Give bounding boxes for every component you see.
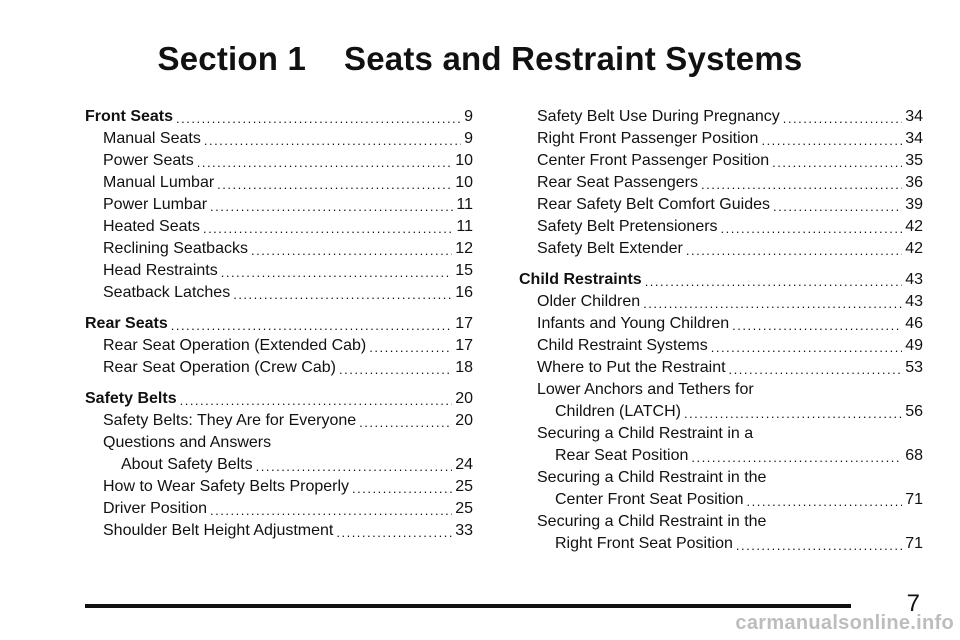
dot-leader: [180, 391, 453, 410]
toc-page-number: 9: [464, 130, 473, 147]
dot-leader: [643, 294, 902, 313]
dot-leader: [210, 197, 453, 216]
dot-leader: [359, 413, 452, 432]
dot-leader: [210, 501, 452, 520]
toc-page-number: 34: [905, 130, 923, 147]
toc-entry[interactable]: [85, 454, 473, 476]
toc-entry-text: Shoulder Belt Height Adjustment: [103, 522, 334, 539]
toc-entry[interactable]: [519, 357, 923, 379]
toc-heading-entry[interactable]: [519, 269, 923, 291]
toc-entry-text: Child Restraints: [519, 271, 642, 288]
dot-leader: [203, 219, 453, 238]
dot-leader: [747, 492, 903, 511]
dot-leader: [176, 109, 461, 128]
toc-entry[interactable]: [85, 128, 473, 150]
toc-page-number: 35: [905, 152, 923, 169]
dot-leader: [233, 285, 452, 304]
dot-leader: [217, 175, 452, 194]
toc-entry[interactable]: [519, 401, 923, 423]
dot-leader: [221, 263, 452, 282]
toc-entry-text: Where to Put the Restraint: [537, 359, 726, 376]
toc-page-number: 34: [905, 108, 923, 125]
toc-entry[interactable]: [85, 194, 473, 216]
toc-entry[interactable]: [85, 498, 473, 520]
dot-leader: [369, 338, 452, 357]
toc-entry-text: Safety Belt Use During Pregnancy: [537, 108, 780, 125]
dot-leader: [691, 448, 902, 467]
toc-entry[interactable]: [519, 172, 923, 194]
toc-entry-text: Front Seats: [85, 108, 174, 125]
section-number: Section 1: [157, 40, 307, 77]
dot-leader: [701, 175, 902, 194]
page-number: 7: [906, 590, 920, 617]
toc-entry-text: Center Front Passenger Position: [537, 152, 770, 169]
toc-page-number: 11: [456, 196, 473, 213]
toc-heading-entry[interactable]: [85, 313, 473, 335]
toc-entry[interactable]: [519, 423, 923, 445]
toc-page-number: 10: [455, 152, 473, 169]
toc-entry-text: Rear Seat Operation (Extended Cab): [103, 337, 367, 354]
toc-entry[interactable]: [519, 511, 923, 533]
toc-page-number: 12: [455, 240, 473, 257]
dot-leader: [336, 523, 452, 542]
toc-entry-text: Rear Seat Operation (Crew Cab): [103, 359, 336, 376]
dot-leader: [711, 338, 902, 357]
dot-leader: [761, 131, 902, 150]
section-title: [0, 40, 960, 78]
dot-leader: [352, 479, 452, 498]
toc-page-number: 56: [905, 403, 923, 420]
toc-entry-text: Manual Lumbar: [103, 174, 215, 191]
dot-leader: [736, 536, 902, 555]
dot-leader: [251, 241, 452, 260]
dot-leader: [686, 241, 902, 260]
toc-entry[interactable]: [519, 489, 923, 511]
toc-page-number: 36: [905, 174, 923, 191]
watermark: carmanualsonline.info: [735, 612, 954, 634]
toc-entry-text: Right Front Seat Position: [555, 535, 733, 552]
dot-leader: [256, 457, 453, 476]
toc-page-number: 53: [905, 359, 923, 376]
toc-entry-text: Manual Seats: [103, 130, 201, 147]
toc-page-number: 43: [905, 293, 923, 310]
toc-entry[interactable]: [519, 150, 923, 172]
toc-entry-text: Rear Seat Passengers: [537, 174, 698, 191]
toc-entry-text: Safety Belt Pretensioners: [537, 218, 718, 235]
dot-leader: [773, 197, 902, 216]
toc-entry-text: Head Restraints: [103, 262, 218, 279]
section-name: Seats and Restraint Systems: [344, 40, 803, 77]
toc-page-number: 71: [905, 535, 923, 552]
toc-entry-text: Power Seats: [103, 152, 194, 169]
dot-leader: [171, 316, 452, 335]
toc-page-number: 17: [455, 337, 473, 354]
toc-entry-text: Seatback Latches: [103, 284, 231, 301]
toc-page-number: 18: [455, 359, 473, 376]
toc-entry[interactable]: [519, 313, 923, 335]
toc-entry[interactable]: [519, 238, 923, 260]
toc-entry-text: Questions and Answers: [103, 434, 272, 451]
toc-entry-text: Safety Belt Extender: [537, 240, 683, 257]
toc-entry[interactable]: [519, 128, 923, 150]
toc-entry[interactable]: [519, 445, 923, 467]
toc-page-number: 25: [455, 478, 473, 495]
toc-entry[interactable]: [85, 172, 473, 194]
dot-leader: [721, 219, 903, 238]
toc-right-column: [519, 106, 923, 555]
toc-entry[interactable]: [519, 194, 923, 216]
toc-entry-text: Right Front Passenger Position: [537, 130, 759, 147]
dot-leader: [772, 153, 902, 172]
toc-entry[interactable]: [519, 291, 923, 313]
dot-leader: [729, 360, 903, 379]
toc-entry-text: Older Children: [537, 293, 641, 310]
dot-leader: [732, 316, 902, 335]
toc-entry-text: Child Restraint Systems: [537, 337, 708, 354]
toc-entry[interactable]: [85, 282, 473, 304]
toc-page-number: 15: [455, 262, 473, 279]
toc-entry-text: Rear Seat Position: [555, 447, 689, 464]
dot-leader: [645, 272, 903, 291]
toc-entry-text: Power Lumbar: [103, 196, 208, 213]
toc-page-number: 20: [455, 412, 473, 429]
toc-entry[interactable]: [85, 520, 473, 542]
toc-entry-text: Rear Seats: [85, 315, 168, 332]
toc-page-number: 25: [455, 500, 473, 517]
dot-leader: [339, 360, 452, 379]
toc-page-number: 16: [455, 284, 473, 301]
toc-entry[interactable]: [85, 357, 473, 379]
toc-page-number: 46: [905, 315, 923, 332]
toc-page-number: 68: [905, 447, 923, 464]
toc-entry[interactable]: [85, 238, 473, 260]
toc-heading-entry[interactable]: [85, 388, 473, 410]
toc-entry[interactable]: [519, 335, 923, 357]
toc-entry-text: About Safety Belts: [121, 456, 253, 473]
toc-entry[interactable]: [85, 150, 473, 172]
toc-entry[interactable]: [519, 533, 923, 555]
toc-entry-text: Safety Belts: [85, 390, 177, 407]
toc-left-column: [85, 106, 473, 542]
toc-page-number: 33: [455, 522, 473, 539]
toc-entry[interactable]: [85, 216, 473, 238]
toc-page-number: 43: [905, 271, 923, 288]
toc-entry-text: Securing a Child Restraint in the: [537, 469, 767, 486]
toc-entry[interactable]: [85, 260, 473, 282]
toc-page-number: 24: [455, 456, 473, 473]
toc-page-number: 17: [455, 315, 473, 332]
toc-page-number: 20: [455, 390, 473, 407]
toc-entry[interactable]: [519, 467, 923, 489]
toc-page-number: 42: [905, 240, 923, 257]
toc-page-number: 9: [464, 108, 473, 125]
toc-entry[interactable]: [519, 379, 923, 401]
dot-leader: [684, 404, 902, 423]
toc-entry-text: Driver Position: [103, 500, 208, 517]
footer-rule: [85, 604, 851, 608]
toc-entry-text: Center Front Seat Position: [555, 491, 744, 508]
toc-page-number: 11: [456, 218, 473, 235]
dot-leader: [783, 109, 902, 128]
toc-entry-text: Children (LATCH): [555, 403, 681, 420]
toc-entry[interactable]: [519, 106, 923, 128]
toc-entry-text: Infants and Young Children: [537, 315, 730, 332]
toc-page-number: 10: [455, 174, 473, 191]
dot-leader: [204, 131, 461, 150]
toc-page-number: 42: [905, 218, 923, 235]
toc-entry-text: Lower Anchors and Tethers for: [537, 381, 754, 398]
toc-entry-text: Rear Safety Belt Comfort Guides: [537, 196, 770, 213]
toc-entry[interactable]: [85, 432, 473, 454]
toc-entry-text: Safety Belts: They Are for Everyone: [103, 412, 357, 429]
dot-leader: [197, 153, 452, 172]
toc-entry[interactable]: [519, 216, 923, 238]
toc-entry-text: How to Wear Safety Belts Properly: [103, 478, 350, 495]
toc-entry[interactable]: [85, 335, 473, 357]
toc-entry-text: Securing a Child Restraint in the: [537, 513, 767, 530]
toc-entry-text: Reclining Seatbacks: [103, 240, 248, 257]
toc-entry-text: Securing a Child Restraint in a: [537, 425, 754, 442]
toc-entry[interactable]: [85, 410, 473, 432]
toc-heading-entry[interactable]: [85, 106, 473, 128]
toc-entry[interactable]: [85, 476, 473, 498]
toc-entry-text: Heated Seats: [103, 218, 200, 235]
toc-page-number: 39: [905, 196, 923, 213]
toc-page-number: 71: [905, 491, 923, 508]
toc-page-number: 49: [905, 337, 923, 354]
